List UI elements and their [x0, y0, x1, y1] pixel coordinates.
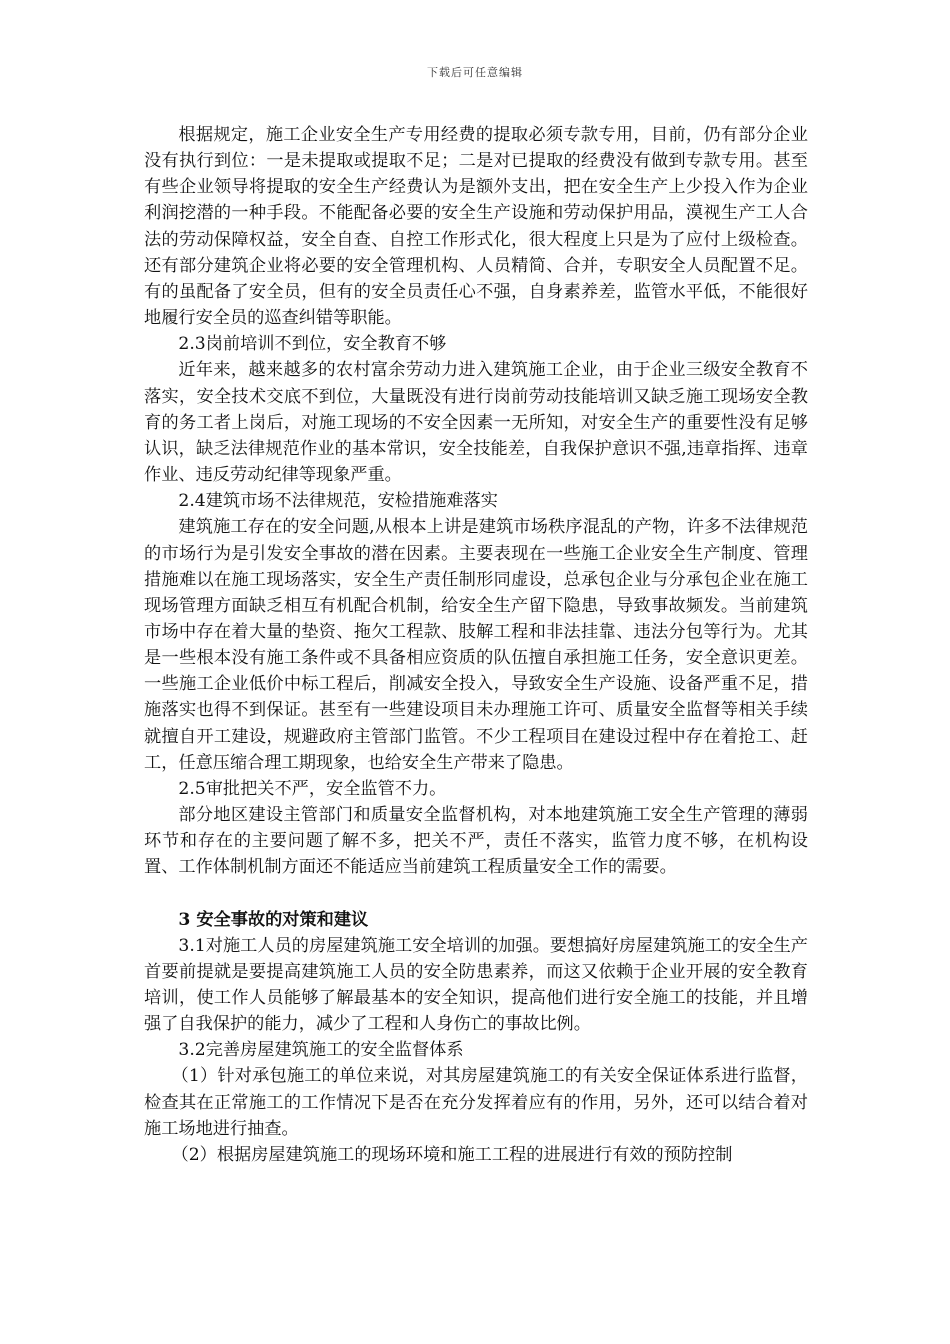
list-item: （1）针对承包施工的单位来说，对其房屋建筑施工的有关安全保证体系进行监督，检查其在正常施工的工作情况下是否在充分发挥着应有的作用，另外，还可以结合着对施工场地进行抽查。 — [144, 1066, 808, 1139]
subsection-heading-2-3: 2.3岗前培训不到位，安全教育不够 — [178, 334, 447, 355]
body-paragraph: 近年来，越来越多的农村富余劳动力进入建筑施工企业，由于企业三级安全教育不落实，安全技术交底不到位，大量既没有进行岗前劳动技能培训又缺乏施工现场安全教育的务工者上岗后，对施工现场的不安全因素一无所知，对安全生产的重要性没有足够认识，缺乏法律规范作业的基本常识，安全技能差，自我保护意识不强,违章指挥、违章作业、违反劳动纪律等现象严重。 — [144, 360, 808, 486]
body-paragraph: 建筑施工存在的安全问题,从根本上讲是建筑市场秩序混乱的产物，许多不法律规范的市场行为是引发安全事故的潜在因素。主要表现在一些施工企业安全生产制度、管理措施难以在施工现场落实，安全生产责任制形同虚设，总承包企业与分承包企业在施工现场管理方面缺乏相互有机配合机制，给安全生产留下隐患，导致事故频发。当前建筑市场中存在着大量的垫资、拖欠工程款、肢解工程和非法挂靠、违法分包等行为。尤其是一些根本没有施工条件或不具备相应资质的队伍擅自承担施工任务，安全意识更差。一些施工企业低价中标工程后，削减安全投入，导致安全生产设施、设备严重不足，措施落实也得不到保证。甚至有一些建设项目未办理施工许可、质量安全监督等相关手续就擅自开工建设，规避政府主管部门监管。不少工程项目在建设过程中存在着抢工、赶工，任意压缩合理工期现象，也给安全生产带来了隐患。 — [144, 517, 808, 773]
subsection-heading-3-2: 3.2完善房屋建筑施工的安全监督体系 — [178, 1040, 464, 1061]
body-paragraph: 根据规定，施工企业安全生产专用经费的提取必须专款专用，目前，仍有部分企业没有执行到位：一是未提取或提取不足；二是对已提取的经费没有做到专款专用。甚至有些企业领导将提取的安全生产经费认为是额外支出，把在安全生产上少投入作为企业利润挖潜的一种手段。不能配备必要的安全生产设施和劳动保护用品，漠视生产工人合法的劳动保障权益，安全自查、自控工作形式化，很大程度上只是为了应付上级检查。还有部分建筑企业将必要的安全管理机构、人员精简、合并，专职安全人员配置不足。有的虽配备了安全员，但有的安全员责任心不强，自身素养差，监管水平低，不能很好地履行安全员的巡查纠错等职能。 — [144, 125, 808, 329]
subsection-heading-2-5: 2.5审批把关不严，安全监管不力。 — [178, 778, 447, 799]
subsection-heading-2-4: 2.4建筑市场不法律规范，安检措施难落实 — [178, 491, 498, 512]
list-item: （2）根据房屋建筑施工的现场环境和施工工程的进展进行有效的预防控制 — [171, 1144, 733, 1165]
document-body — [144, 122, 808, 1168]
header-note: 下载后可任意编辑 — [427, 66, 523, 79]
body-paragraph: 部分地区建设主管部门和质量安全监督机构，对本地建筑施工安全生产管理的薄弱环节和存在的主要问题了解不多，把关不严，责任不落实，监管力度不够，在机构设置、工作体制机制方面还不能适应当前建筑工程质量安全工作的需要。 — [144, 805, 808, 878]
body-paragraph: 3.1对施工人员的房屋建筑施工安全培训的加强。要想搞好房屋建筑施工的安全生产首要前提就是要提高建筑施工人员的安全防患素养，而这又依赖于企业开展的安全教育培训，使工作人员能够了解最基本的安全知识，提高他们进行安全施工的技能，并且增强了自我保护的能力，减少了工程和人身伤亡的事故比例。 — [144, 935, 808, 1035]
section-heading-3: 3 安全事故的对策和建议 — [178, 909, 369, 930]
